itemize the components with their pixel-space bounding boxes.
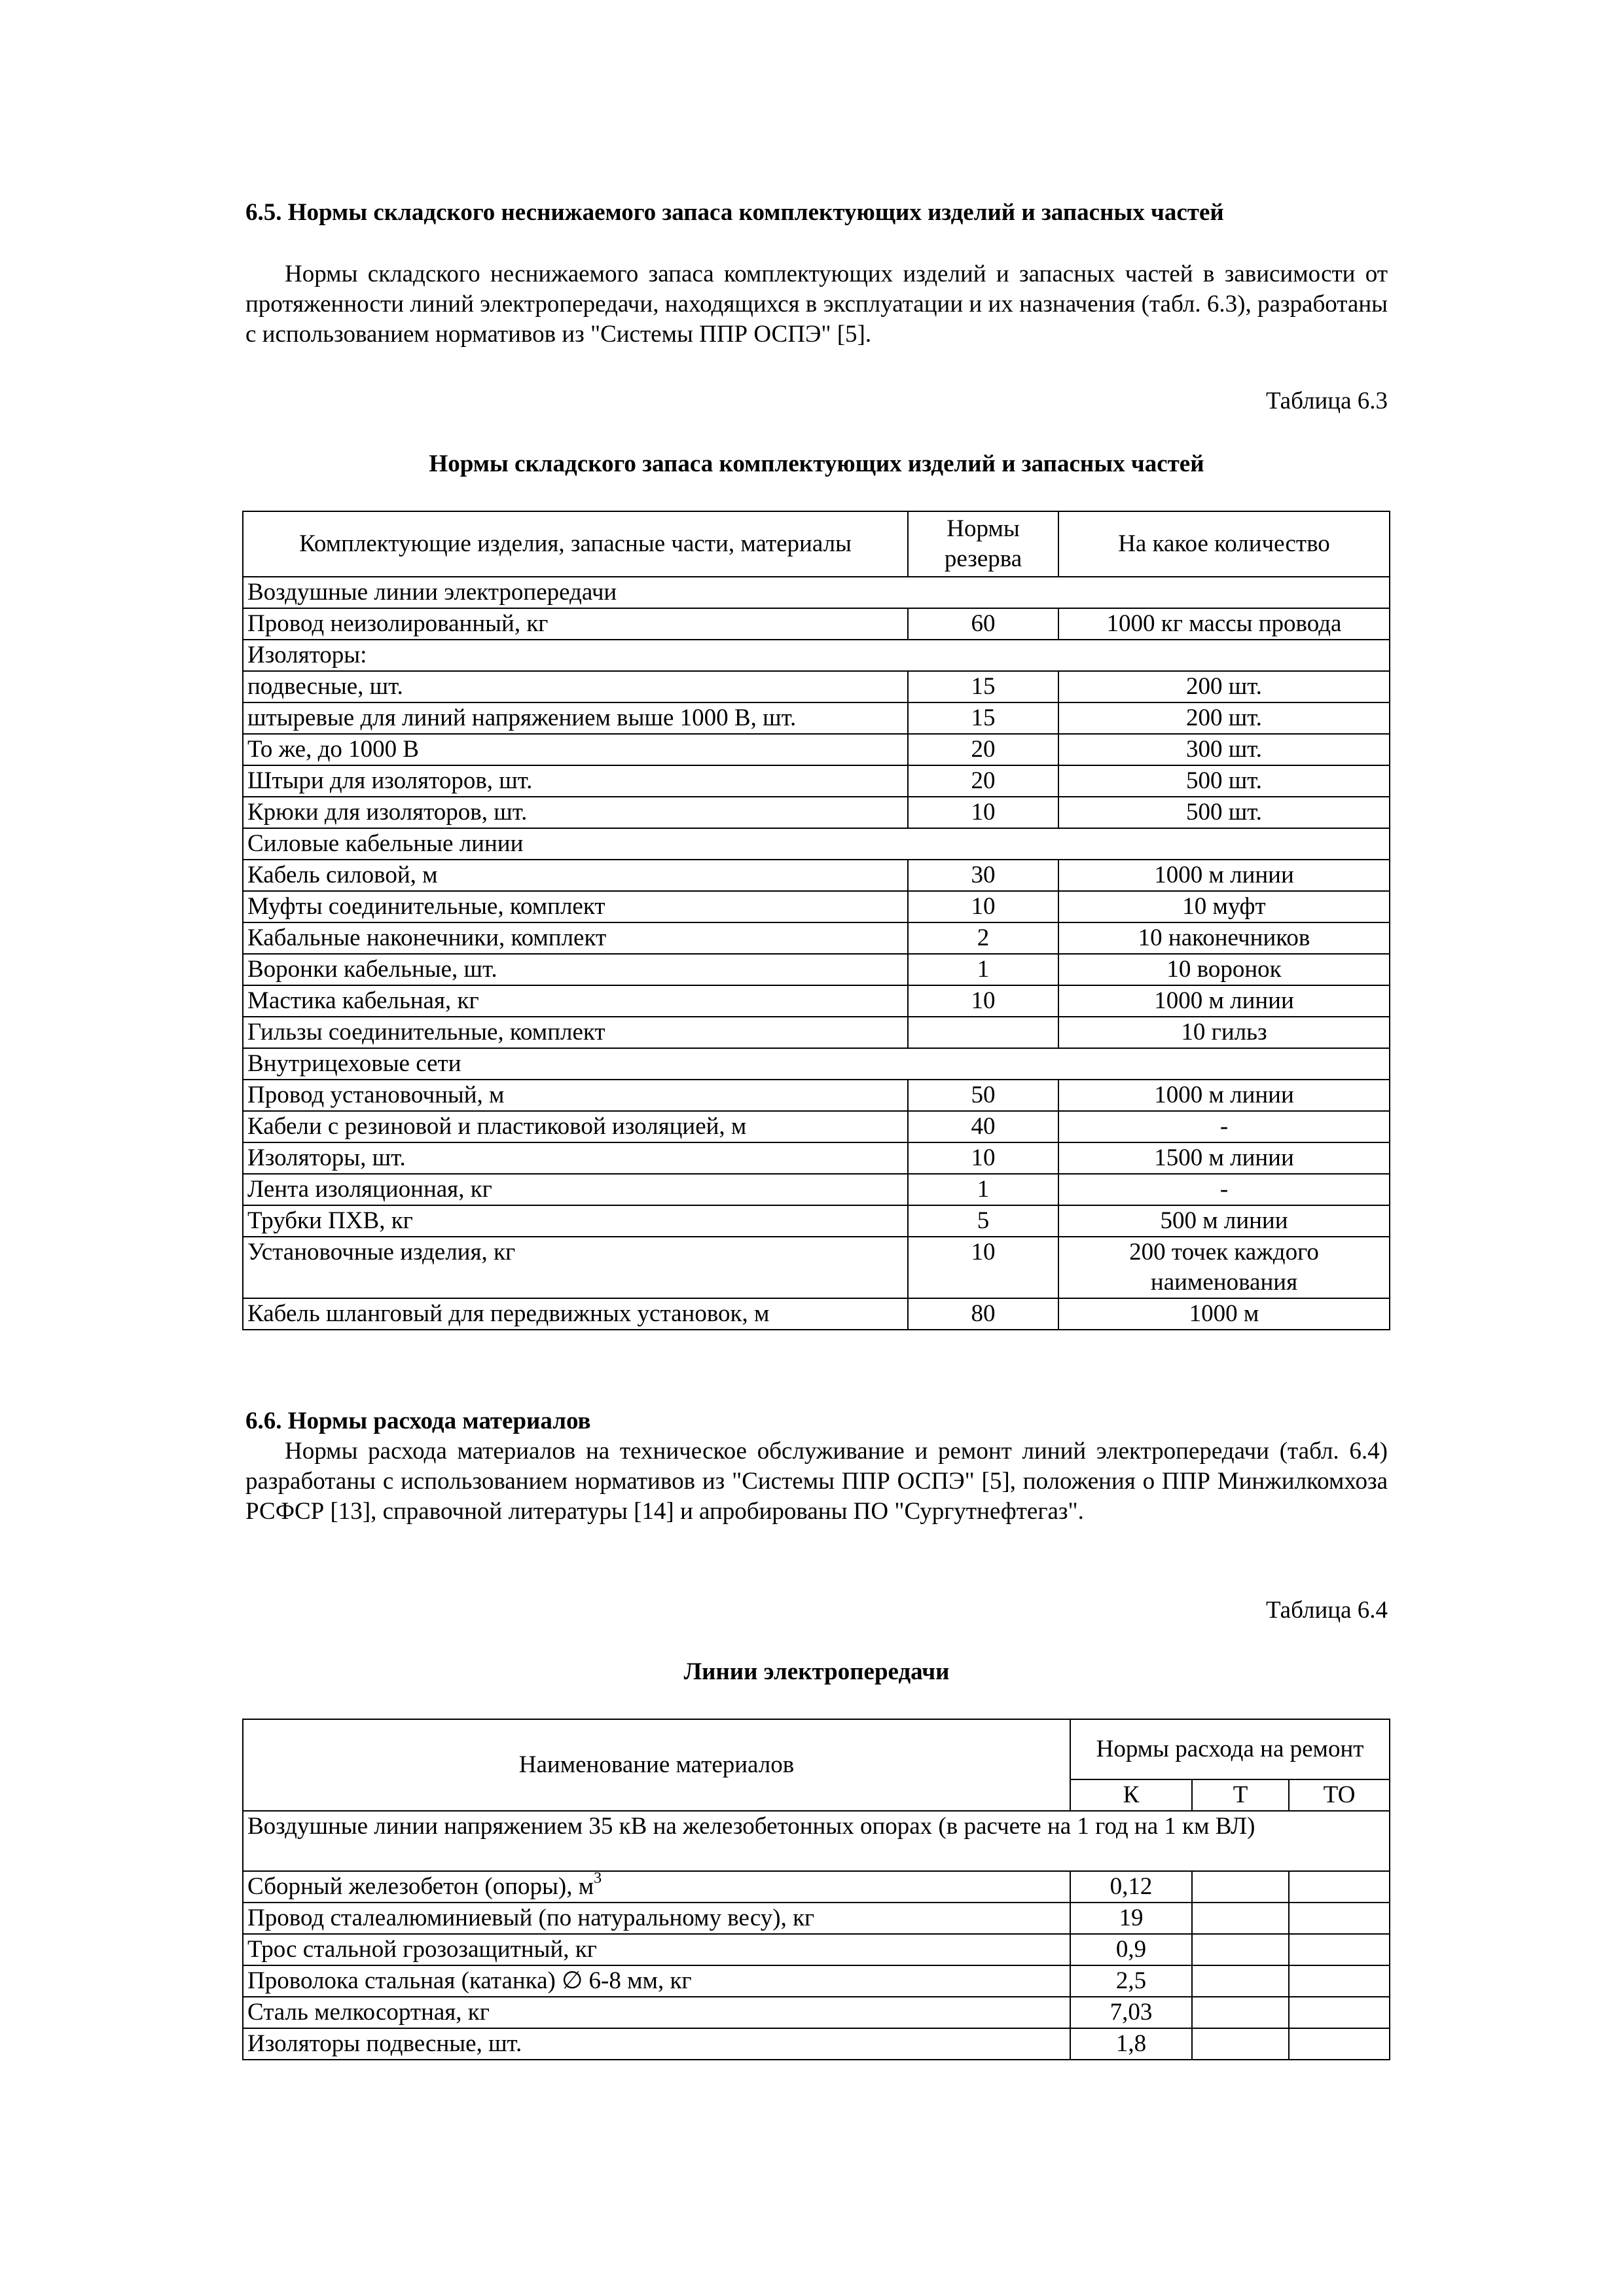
table-6-4-body	[243, 1811, 1390, 2060]
norm-k: 1,8	[1070, 2028, 1192, 2060]
material-name-text: Провод сталеалюминиевый (по натуральному весу), кг	[247, 1904, 815, 1931]
item-name: Воронки кабельные, шт.	[243, 954, 908, 985]
norm-t	[1192, 1997, 1289, 2028]
material-name-text: Сборный железобетон (опоры), м	[247, 1873, 594, 1900]
item-name: То же, до 1000 В	[243, 734, 908, 765]
table-row	[243, 1111, 1390, 1142]
norm-k: 7,03	[1070, 1997, 1192, 2028]
item-name: Крюки для изоляторов, шт.	[243, 797, 908, 828]
item-norm: 2	[908, 922, 1058, 954]
item-quantity: 200 шт.	[1058, 671, 1390, 702]
item-norm: 1	[908, 1174, 1058, 1205]
material-name-text: Сталь мелкосортная, кг	[247, 1999, 490, 2026]
item-quantity: 10 наконечников	[1058, 922, 1390, 954]
table-row	[243, 1298, 1390, 1330]
norm-t	[1192, 1965, 1289, 1997]
norm-to	[1289, 1871, 1390, 1903]
item-quantity: 300 шт.	[1058, 734, 1390, 765]
norm-to	[1289, 1934, 1390, 1965]
table-6-4-title: Линии электропередачи	[683, 1658, 950, 1685]
item-quantity: 1000 м	[1058, 1298, 1390, 1330]
norm-to	[1289, 1997, 1390, 2028]
item-name: Кабель силовой, м	[243, 860, 908, 891]
table-row	[243, 671, 1390, 702]
header-material-name: Наименование материалов	[243, 1719, 1070, 1811]
item-norm: 15	[908, 671, 1058, 702]
section-6-6-paragraph: Нормы расхода материалов на техническое обслуживание и ремонт линий электропередачи (табл. 6.4) разработаны с использованием нормативов из "Системы ППР ОСПЭ" [5], положения о ППР Минжилкомхоза РСФСР [13], справочной литературы [14] и апробированы ПО "Сургутнефтегаз".	[245, 1438, 1388, 1525]
header-consumption-norms: Нормы расхода на ремонт	[1070, 1719, 1390, 1779]
item-norm: 10	[908, 797, 1058, 828]
table-row	[243, 765, 1390, 797]
table-row-group	[243, 577, 1390, 608]
header-quantity: На какое количество	[1058, 511, 1390, 577]
item-quantity: 200 точек каждого наименования	[1058, 1237, 1390, 1298]
item-name: Трубки ПХВ, кг	[243, 1205, 908, 1237]
item-name: Мастика кабельная, кг	[243, 985, 908, 1017]
table-row	[243, 985, 1390, 1017]
material-name	[243, 2028, 1070, 2060]
item-name: Гильзы соединительные, комплект	[243, 1017, 908, 1048]
header-norms: Нормы резерва	[908, 511, 1058, 577]
item-norm: 50	[908, 1080, 1058, 1111]
table-row	[243, 1080, 1390, 1111]
norm-k: 0,12	[1070, 1871, 1192, 1903]
item-name: Лента изоляционная, кг	[243, 1174, 908, 1205]
norm-k: 19	[1070, 1903, 1192, 1934]
norm-to	[1289, 1965, 1390, 1997]
table-row	[243, 1871, 1390, 1903]
header-to: ТО	[1289, 1779, 1390, 1811]
item-quantity: 1000 м линии	[1058, 860, 1390, 891]
table-row	[243, 860, 1390, 891]
material-name-text: Проволока стальная (катанка) ∅ 6-8 мм, кг	[247, 1967, 692, 1994]
table-row	[243, 1903, 1390, 1934]
item-quantity: 500 шт.	[1058, 797, 1390, 828]
item-name: Кабели с резиновой и пластиковой изоляцией, м	[243, 1111, 908, 1142]
group-label: Силовые кабельные линии	[243, 828, 1390, 860]
item-name: Муфты соединительные, комплект	[243, 891, 908, 922]
table-row	[243, 1965, 1390, 1997]
material-name	[243, 1997, 1070, 2028]
item-name: Штыри для изоляторов, шт.	[243, 765, 908, 797]
item-norm: 80	[908, 1298, 1058, 1330]
item-name: Изоляторы, шт.	[243, 1142, 908, 1174]
norm-to	[1289, 1903, 1390, 1934]
norm-t	[1192, 1871, 1289, 1903]
norm-k: 0,9	[1070, 1934, 1192, 1965]
table-row	[243, 1142, 1390, 1174]
material-name	[243, 1871, 1070, 1903]
section-6-6-heading: 6.6. Нормы расхода материалов	[245, 1408, 591, 1434]
table-6-3-label: Таблица 6.3	[1266, 388, 1388, 414]
norm-k: 2,5	[1070, 1965, 1192, 1997]
table-row	[243, 922, 1390, 954]
item-quantity: 500 м линии	[1058, 1205, 1390, 1237]
table-6-3-header-row	[243, 511, 1390, 577]
item-quantity: 10 воронок	[1058, 954, 1390, 985]
table-row	[243, 1174, 1390, 1205]
table-row	[243, 1205, 1390, 1237]
group-label: Изоляторы:	[243, 640, 1390, 671]
norm-t	[1192, 1903, 1289, 1934]
norm-t	[1192, 2028, 1289, 2060]
table-6-3	[242, 511, 1390, 1330]
table-row	[243, 1017, 1390, 1048]
group-label: Внутрицеховые сети	[243, 1048, 1390, 1080]
item-quantity: -	[1058, 1174, 1390, 1205]
norm-to	[1289, 2028, 1390, 2060]
table-6-4-header-row	[243, 1719, 1390, 1779]
item-norm: 10	[908, 985, 1058, 1017]
item-quantity: 10 гильз	[1058, 1017, 1390, 1048]
table-row	[243, 1934, 1390, 1965]
table-row	[243, 608, 1390, 640]
item-name: Кабель шланговый для передвижных установок, м	[243, 1298, 908, 1330]
section-6-5-heading: 6.5. Нормы складского неснижаемого запаса комплектующих изделий и запасных частей	[245, 199, 1224, 226]
item-quantity: 1500 м линии	[1058, 1142, 1390, 1174]
item-quantity: 1000 м линии	[1058, 985, 1390, 1017]
table-row	[243, 1997, 1390, 2028]
item-norm: 15	[908, 702, 1058, 734]
header-materials: Комплектующие изделия, запасные части, материалы	[243, 511, 908, 577]
item-quantity: 1000 м линии	[1058, 1080, 1390, 1111]
table-6-3-body	[243, 577, 1390, 1330]
section-6-5-paragraph: Нормы складского неснижаемого запаса комплектующих изделий и запасных частей в зависимости от протяженности линий электропередачи, находящихся в эксплуатации и их назначения (табл. 6.3), разработаны с использованием нормативов из "Системы ППР ОСПЭ" [5].	[245, 261, 1388, 348]
item-name: Кабальные наконечники, комплект	[243, 922, 908, 954]
item-norm: 20	[908, 734, 1058, 765]
material-name	[243, 1965, 1070, 1997]
item-norm: 20	[908, 765, 1058, 797]
item-quantity: 1000 кг массы провода	[1058, 608, 1390, 640]
table-6-4-label: Таблица 6.4	[1266, 1597, 1388, 1624]
table-6-3-title: Нормы складского запаса комплектующих изделий и запасных частей	[429, 450, 1204, 477]
material-name-text: Трос стальной грозозащитный, кг	[247, 1936, 597, 1963]
table-row	[243, 891, 1390, 922]
item-norm: 1	[908, 954, 1058, 985]
item-quantity: 200 шт.	[1058, 702, 1390, 734]
item-name: штыревые для линий напряжением выше 1000 В, шт.	[243, 702, 908, 734]
item-norm: 10	[908, 1142, 1058, 1174]
header-k: К	[1070, 1779, 1192, 1811]
item-norm: 10	[908, 891, 1058, 922]
item-norm: 40	[908, 1111, 1058, 1142]
item-quantity: 500 шт.	[1058, 765, 1390, 797]
table-row-group	[243, 640, 1390, 671]
group-label: Воздушные линии электропередачи	[243, 577, 1390, 608]
group-row-overhead-35kv: Воздушные линии напряжением 35 кВ на железобетонных опорах (в расчете на 1 год на 1 км ВЛ)	[243, 1811, 1390, 1871]
table-row	[243, 954, 1390, 985]
item-norm: 60	[908, 608, 1058, 640]
material-name-text: Изоляторы подвесные, шт.	[247, 2030, 522, 2057]
item-name: подвесные, шт.	[243, 671, 908, 702]
table-row	[243, 797, 1390, 828]
item-name: Провод установочный, м	[243, 1080, 908, 1111]
table-row	[243, 2028, 1390, 2060]
table-row-group	[243, 828, 1390, 860]
item-norm: 10	[908, 1237, 1058, 1298]
table-row	[243, 1237, 1390, 1298]
item-norm: 5	[908, 1205, 1058, 1237]
item-norm: 30	[908, 860, 1058, 891]
material-name	[243, 1903, 1070, 1934]
item-quantity: -	[1058, 1111, 1390, 1142]
table-row-group	[243, 1048, 1390, 1080]
item-quantity: 10 муфт	[1058, 891, 1390, 922]
item-norm	[908, 1017, 1058, 1048]
item-name: Установочные изделия, кг	[243, 1237, 908, 1298]
table-6-4	[242, 1719, 1390, 2060]
norm-t	[1192, 1934, 1289, 1965]
table-6-4-group-row	[243, 1811, 1390, 1871]
material-name	[243, 1934, 1070, 1965]
header-t: Т	[1192, 1779, 1289, 1811]
table-row	[243, 702, 1390, 734]
unit-superscript: 3	[594, 1871, 602, 1887]
table-row	[243, 734, 1390, 765]
item-name: Провод неизолированный, кг	[243, 608, 908, 640]
